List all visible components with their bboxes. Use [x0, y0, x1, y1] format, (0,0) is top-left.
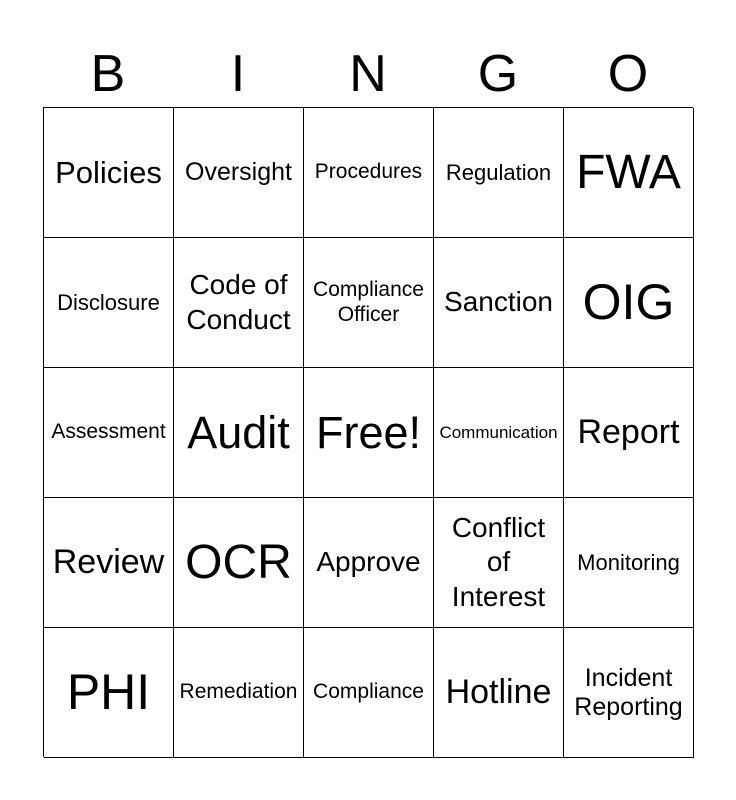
- bingo-cell[interactable]: Communication: [434, 368, 564, 498]
- bingo-cell[interactable]: Procedures: [304, 108, 434, 238]
- bingo-header: [43, 40, 693, 108]
- bingo-cell[interactable]: Code of Conduct: [174, 238, 304, 368]
- bingo-cell[interactable]: Sanction: [434, 238, 564, 368]
- header-letter-b: B: [90, 45, 126, 103]
- bingo-cell[interactable]: Disclosure: [44, 238, 174, 368]
- bingo-cell[interactable]: Monitoring: [564, 498, 694, 628]
- header-letter-g: G: [477, 45, 519, 103]
- bingo-cell[interactable]: Incident Reporting: [564, 628, 694, 758]
- bingo-cell[interactable]: OIG: [564, 238, 694, 368]
- bingo-cell[interactable]: PHI: [44, 628, 174, 758]
- bingo-cell[interactable]: Hotline: [434, 628, 564, 758]
- bingo-cell[interactable]: Regulation: [434, 108, 564, 238]
- bingo-cell[interactable]: Audit: [174, 368, 304, 498]
- bingo-cell[interactable]: Remediation: [174, 628, 304, 758]
- bingo-cell[interactable]: Compliance Officer: [304, 238, 434, 368]
- bingo-cell[interactable]: Report: [564, 368, 694, 498]
- bingo-cell[interactable]: Conflict of Interest: [434, 498, 564, 628]
- header-letter-n: N: [349, 45, 387, 103]
- bingo-cell[interactable]: FWA: [564, 108, 694, 238]
- bingo-cell[interactable]: Review: [44, 498, 174, 628]
- bingo-cell[interactable]: OCR: [174, 498, 304, 628]
- bingo-cell[interactable]: Assessment: [44, 368, 174, 498]
- header-letter-o: O: [607, 45, 649, 103]
- bingo-cell[interactable]: Compliance: [304, 628, 434, 758]
- bingo-free-space[interactable]: Free!: [304, 368, 434, 498]
- bingo-board: [43, 107, 693, 757]
- bingo-cell[interactable]: Approve: [304, 498, 434, 628]
- header-letter-i: I: [230, 45, 246, 103]
- bingo-cell[interactable]: Oversight: [174, 108, 304, 238]
- bingo-cell[interactable]: Policies: [44, 108, 174, 238]
